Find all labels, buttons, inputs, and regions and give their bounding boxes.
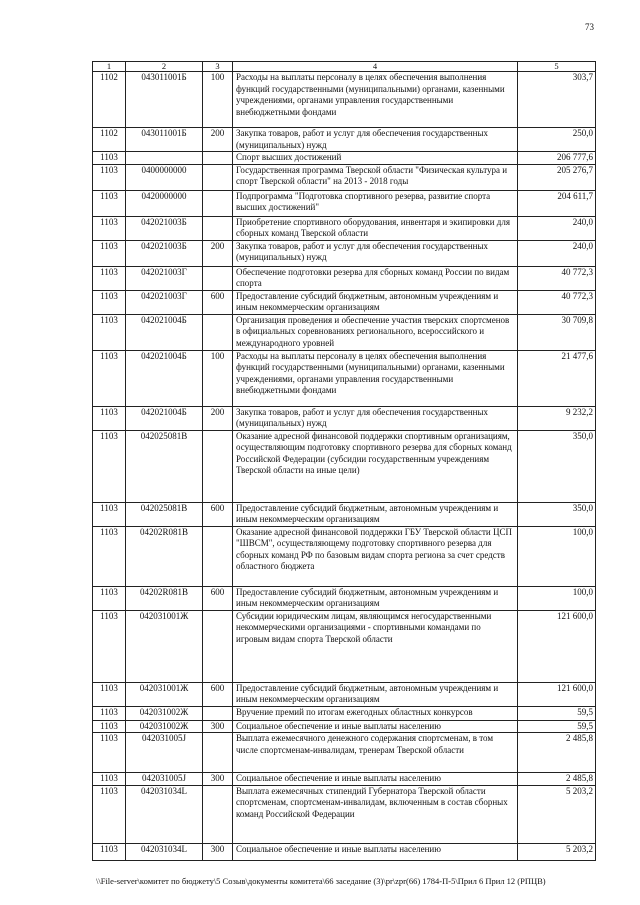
cell-code: 042025081В <box>126 430 203 502</box>
table-row <box>93 152 596 165</box>
cell-type: 600 <box>203 682 233 706</box>
table-row <box>93 240 596 266</box>
cell-section: 1103 <box>93 733 126 773</box>
table-row <box>93 314 596 350</box>
cell-type <box>203 733 233 773</box>
table-row <box>93 843 596 860</box>
cell-amount: 40 772,3 <box>518 266 596 290</box>
cell-code: 042021004Б <box>126 406 203 430</box>
table-row <box>93 773 596 786</box>
cell-section: 1103 <box>93 526 126 586</box>
table-row <box>93 406 596 430</box>
cell-name: Государственная программа Тверской области "Физическая культура и спорт Тверской области" на 2013 - 2018 годы <box>233 164 518 190</box>
table-row <box>93 350 596 406</box>
cell-amount: 206 777,6 <box>518 152 596 165</box>
table-row <box>93 216 596 240</box>
table-row <box>93 733 596 773</box>
cell-code: 042031034L <box>126 785 203 843</box>
cell-section: 1103 <box>93 240 126 266</box>
cell-type <box>203 266 233 290</box>
cell-type: 600 <box>203 502 233 526</box>
cell-name: Предоставление субсидий бюджетным, автономным учреждениям и иным некоммерческим организациям <box>233 682 518 706</box>
cell-name: Субсидии юридическим лицам, являющимся негосударственными некоммерческими организациями - спортивными командами по игровым видам спорта Тверской области <box>233 610 518 682</box>
cell-section: 1103 <box>93 350 126 406</box>
cell-name: Предоставление субсидий бюджетным, автономным учреждениям и иным некоммерческим организациям <box>233 586 518 610</box>
cell-amount: 303,7 <box>518 72 596 128</box>
header-type: 3 <box>203 62 233 72</box>
cell-amount: 121 600,0 <box>518 682 596 706</box>
cell-amount: 5 203,2 <box>518 785 596 843</box>
cell-type: 100 <box>203 350 233 406</box>
cell-name: Расходы на выплаты персоналу в целях обеспечения выполнения функций государственными (муниципальными) органами, казенными учреждениями, органами управления государственными внебюджетными фондами <box>233 72 518 128</box>
cell-section: 1103 <box>93 164 126 190</box>
cell-code: 042031005J <box>126 733 203 773</box>
cell-code: 04202R081В <box>126 526 203 586</box>
cell-section: 1103 <box>93 406 126 430</box>
cell-code: 0420000000 <box>126 190 203 216</box>
cell-code: 042021003Б <box>126 216 203 240</box>
cell-code: 042021004Б <box>126 314 203 350</box>
cell-code: 042021003Б <box>126 240 203 266</box>
cell-amount: 100,0 <box>518 586 596 610</box>
table-row <box>93 682 596 706</box>
cell-type <box>203 706 233 720</box>
cell-amount: 205 276,7 <box>518 164 596 190</box>
cell-type: 600 <box>203 586 233 610</box>
cell-name: Вручение премий по итогам ежегодных областных конкурсов <box>233 706 518 720</box>
cell-amount: 350,0 <box>518 430 596 502</box>
cell-type <box>203 610 233 682</box>
cell-type <box>203 430 233 502</box>
table-row <box>93 706 596 720</box>
cell-section: 1103 <box>93 586 126 610</box>
cell-name: Расходы на выплаты персоналу в целях обеспечения выполнения функций государственными (муниципальными) органами, казенными учреждениями, органами управления государственными внебюджетными фондами <box>233 350 518 406</box>
cell-type: 300 <box>203 773 233 786</box>
cell-amount: 350,0 <box>518 502 596 526</box>
cell-code: 042031002Ж <box>126 706 203 720</box>
cell-code: 043011001Б <box>126 72 203 128</box>
cell-amount: 40 772,3 <box>518 290 596 314</box>
cell-amount: 250,0 <box>518 128 596 152</box>
cell-section: 1102 <box>93 72 126 128</box>
cell-amount: 240,0 <box>518 216 596 240</box>
cell-amount: 59,5 <box>518 706 596 720</box>
budget-table <box>92 61 596 861</box>
cell-section: 1103 <box>93 706 126 720</box>
cell-name: Социальное обеспечение и иные выплаты населению <box>233 843 518 860</box>
cell-code: 042021004Б <box>126 350 203 406</box>
cell-type: 600 <box>203 290 233 314</box>
cell-name: Закупка товаров, работ и услуг для обеспечения государственных (муниципальных) нужд <box>233 406 518 430</box>
cell-name: Приобретение спортивного оборудования, инвентаря и экипировки для сборных команд Тверской области <box>233 216 518 240</box>
cell-amount: 21 477,6 <box>518 350 596 406</box>
cell-name: Подпрограмма "Подготовка спортивного резерва, развитие спорта высших достижений" <box>233 190 518 216</box>
cell-type <box>203 785 233 843</box>
table-row <box>93 586 596 610</box>
table-row <box>93 526 596 586</box>
cell-amount: 240,0 <box>518 240 596 266</box>
cell-name: Организация проведения и обеспечение участия тверских спортсменов в официальных соревнованиях регионального, всероссийского и международного уровней <box>233 314 518 350</box>
cell-name: Закупка товаров, работ и услуг для обеспечения государственных (муниципальных) нужд <box>233 128 518 152</box>
cell-section: 1103 <box>93 773 126 786</box>
cell-name: Закупка товаров, работ и услуг для обеспечения государственных (муниципальных) нужд <box>233 240 518 266</box>
table-row <box>93 266 596 290</box>
cell-section: 1103 <box>93 216 126 240</box>
cell-section: 1102 <box>93 128 126 152</box>
cell-name: Обеспечение подготовки резерва для сборных команд России по видам спорта <box>233 266 518 290</box>
cell-type <box>203 216 233 240</box>
cell-type: 200 <box>203 240 233 266</box>
cell-section: 1103 <box>93 430 126 502</box>
cell-type <box>203 314 233 350</box>
cell-type: 300 <box>203 843 233 860</box>
cell-name: Выплата ежемесячных стипендий Губернатора Тверской области спортсменам, спортсменам-инвалидам, включенным в состав сборных команд Российской Федерации <box>233 785 518 843</box>
cell-code: 042031001Ж <box>126 610 203 682</box>
cell-amount: 2 485,8 <box>518 773 596 786</box>
cell-amount: 30 709,8 <box>518 314 596 350</box>
cell-code: 042021003Г <box>126 290 203 314</box>
cell-section: 1103 <box>93 610 126 682</box>
table-row <box>93 785 596 843</box>
cell-section: 1103 <box>93 682 126 706</box>
cell-code <box>126 152 203 165</box>
cell-amount: 5 203,2 <box>518 843 596 860</box>
page-number: 73 <box>585 22 594 32</box>
cell-section: 1103 <box>93 785 126 843</box>
cell-section: 1103 <box>93 266 126 290</box>
cell-amount: 100,0 <box>518 526 596 586</box>
cell-code: 042031001Ж <box>126 682 203 706</box>
table-row <box>93 720 596 733</box>
cell-type: 100 <box>203 72 233 128</box>
cell-type <box>203 152 233 165</box>
cell-name: Спорт высших достижений <box>233 152 518 165</box>
cell-name: Предоставление субсидий бюджетным, автономным учреждениям и иным некоммерческим организациям <box>233 290 518 314</box>
header-amount: 5 <box>518 62 596 72</box>
cell-code: 042021003Г <box>126 266 203 290</box>
cell-code: 042031002Ж <box>126 720 203 733</box>
cell-code: 043011001Б <box>126 128 203 152</box>
cell-code: 042031005J <box>126 773 203 786</box>
cell-type: 200 <box>203 128 233 152</box>
cell-type: 200 <box>203 406 233 430</box>
header-row <box>93 62 596 72</box>
cell-name: Предоставление субсидий бюджетным, автономным учреждениям и иным некоммерческим организациям <box>233 502 518 526</box>
table-row <box>93 610 596 682</box>
cell-amount: 2 485,8 <box>518 733 596 773</box>
cell-type <box>203 526 233 586</box>
cell-code: 0400000000 <box>126 164 203 190</box>
cell-section: 1103 <box>93 502 126 526</box>
cell-name: Оказание адресной финансовой поддержки спортивным организациям, осуществляющим подготовку спортивного резерва для сборных команд Российской Федерации (субсидии государственным учреждениям Тверской области на иные цели) <box>233 430 518 502</box>
cell-type <box>203 164 233 190</box>
cell-name: Выплата ежемесячного денежного содержания спортсменам, в том числе спортсменам-инвалидам, тренерам Тверской области <box>233 733 518 773</box>
table-row <box>93 164 596 190</box>
table-row <box>93 128 596 152</box>
cell-code: 042025081В <box>126 502 203 526</box>
cell-code: 042031034L <box>126 843 203 860</box>
cell-section: 1103 <box>93 290 126 314</box>
cell-amount: 204 611,7 <box>518 190 596 216</box>
header-section: 1 <box>93 62 126 72</box>
cell-section: 1103 <box>93 843 126 860</box>
cell-amount: 121 600,0 <box>518 610 596 682</box>
cell-type: 300 <box>203 720 233 733</box>
table-row <box>93 290 596 314</box>
cell-amount: 9 232,2 <box>518 406 596 430</box>
cell-name: Оказание адресной финансовой поддержки ГБУ Тверской области ЦСП "ШВСМ", осуществляющему подготовку спортивного резерва для сборных команд РФ по базовым видам спорта региона за счет средств областного бюджета <box>233 526 518 586</box>
table-row <box>93 72 596 128</box>
cell-name: Социальное обеспечение и иные выплаты населению <box>233 720 518 733</box>
cell-type <box>203 190 233 216</box>
cell-section: 1103 <box>93 720 126 733</box>
cell-section: 1103 <box>93 152 126 165</box>
cell-amount: 59,5 <box>518 720 596 733</box>
table-row <box>93 190 596 216</box>
header-code: 2 <box>126 62 203 72</box>
file-path-footer: \\File-server\комитет по бюджету\5 Созыв\документы комитета\66 заседание (3)\pr\zpr(66) 1784-П-5\Прил 6 Прил 12 (РПЦВ) <box>96 876 546 886</box>
cell-code: 04202R081В <box>126 586 203 610</box>
header-name: 4 <box>233 62 518 72</box>
cell-section: 1103 <box>93 314 126 350</box>
table-row <box>93 430 596 502</box>
table-row <box>93 502 596 526</box>
cell-name: Социальное обеспечение и иные выплаты населению <box>233 773 518 786</box>
cell-section: 1103 <box>93 190 126 216</box>
